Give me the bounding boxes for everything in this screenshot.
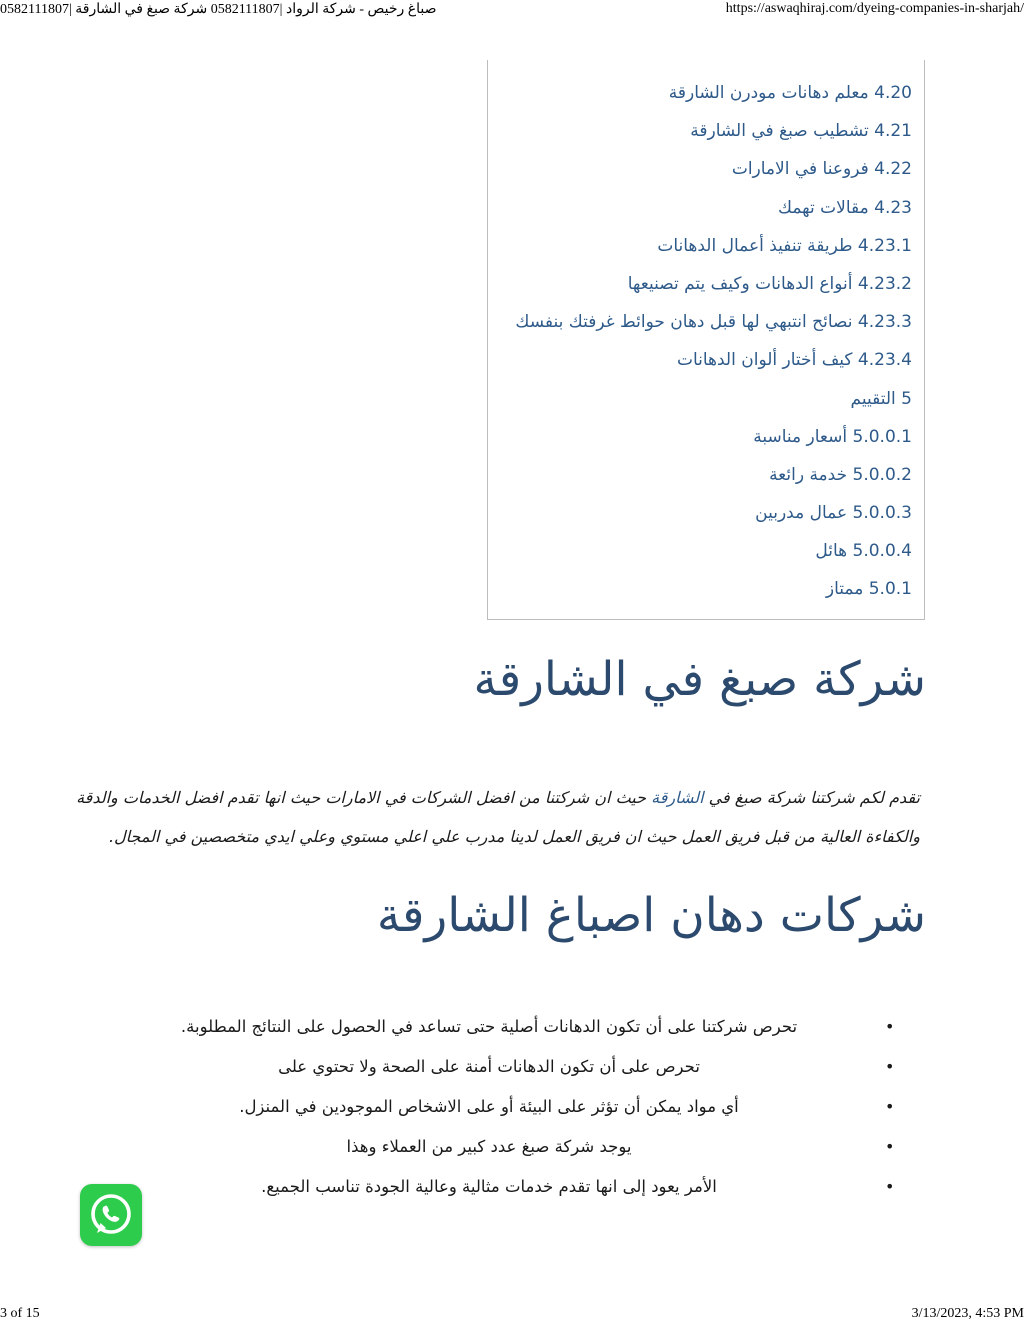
bullet-icon: •	[885, 1097, 895, 1116]
list-item	[0, 1052, 1024, 1092]
print-header-title: 0582111807| صباغ رخيص - شركة الرواد |0582111807 شركة صبغ في الشارقة	[0, 2, 437, 17]
list-item	[0, 1172, 1024, 1212]
bullet-icon: •	[885, 1137, 895, 1156]
toc-item[interactable]	[515, 118, 912, 156]
toc-item[interactable]	[515, 576, 912, 614]
whatsapp-button[interactable]	[80, 1184, 142, 1246]
section-heading: شركات دهان اصباغ الشارقة	[376, 888, 926, 943]
features-list	[0, 1012, 1024, 1212]
intro-line-1	[76, 778, 920, 817]
toc-link[interactable]: 4.22 فروعنا في الامارات	[731, 159, 912, 180]
page-heading: شركة صبغ في الشارقة	[473, 652, 926, 707]
list-item-text: الأمر يعود إلى انها تقدم خدمات مثالية وعالية الجودة تناسب الجميع.	[261, 1177, 717, 1196]
toc-link[interactable]: 4.23.4 كيف أختار ألوان الدهانات	[676, 350, 912, 371]
intro-text: حيث ان شركتنا من افضل الشركات في الامارات حيث انها تقدم افضل الخدمات والدقة	[76, 788, 647, 807]
toc-link[interactable]: 5.0.1 ممتاز	[825, 579, 912, 600]
list-item	[0, 1092, 1024, 1132]
bullet-icon: •	[885, 1017, 895, 1036]
toc-item[interactable]	[515, 538, 912, 576]
toc-link[interactable]: 4.23 مقالات تهمك	[778, 197, 912, 218]
toc-link[interactable]: 5.0.0.4 هائل	[815, 541, 912, 562]
intro-paragraph	[76, 778, 920, 856]
print-footer-datetime: 3/13/2023, 4:53 PM	[911, 1306, 1024, 1321]
toc-item[interactable]	[515, 309, 912, 347]
toc-link[interactable]: 5.0.0.2 خدمة رائعة	[769, 464, 912, 485]
toc-link[interactable]: 4.20 معلم دهانات مودرن الشارقة	[668, 83, 912, 103]
toc-item[interactable]	[515, 500, 912, 538]
bullet-icon: •	[885, 1057, 895, 1076]
toc-item[interactable]	[515, 271, 912, 309]
toc-item[interactable]	[515, 462, 912, 500]
toc-item[interactable]	[515, 233, 912, 271]
bullet-icon: •	[885, 1177, 895, 1196]
toc-link[interactable]: 4.21 تشطيب صبغ في الشارقة	[690, 121, 912, 142]
list-item-text: أي مواد يمكن أن تؤثر على البيئة أو على الاشخاص الموجودين في المنزل.	[239, 1097, 739, 1116]
toc-item[interactable]	[515, 386, 912, 424]
toc-link[interactable]: 5.0.0.3 عمال مدربين	[755, 503, 912, 524]
whatsapp-icon	[88, 1192, 134, 1238]
list-item-text: تحرص على أن تكون الدهانات أمنة على الصحة ولا تحتوي على	[278, 1057, 700, 1076]
toc-link[interactable]: 5.0.0.1 أسعار مناسبة	[753, 426, 912, 447]
intro-line-2: والكفاءة العالية من قبل فريق العمل حيث ان فريق العمل لدينا مدرب علي اعلي مستوي وعلي ايدي متخصصين في المجال.	[108, 827, 920, 846]
list-item	[0, 1012, 1024, 1052]
toc-link[interactable]: 5 التقييم	[850, 388, 912, 409]
toc-link[interactable]: 4.23.3 نصائح انتبهي لها قبل دهان حوائط غرفتك بنفسك	[515, 312, 912, 333]
toc-item[interactable]	[515, 347, 912, 385]
sharjah-link[interactable]: الشارقة	[651, 788, 704, 807]
toc-item[interactable]	[515, 424, 912, 462]
toc-link[interactable]: 4.23.2 أنواع الدهانات وكيف يتم تصنيعها	[627, 273, 912, 294]
toc-link[interactable]: 4.23.1 طريقة تنفيذ أعمال الدهانات	[657, 235, 912, 256]
toc-item[interactable]	[515, 195, 912, 233]
toc-item[interactable]	[515, 80, 912, 118]
toc-item[interactable]	[515, 156, 912, 194]
list-item-text: يوجد شركة صبغ عدد كبير من العملاء وهذا	[346, 1137, 632, 1156]
toc-list	[515, 80, 912, 615]
print-footer-page: 3 of 15	[0, 1306, 40, 1321]
list-item	[0, 1132, 1024, 1172]
intro-text: تقدم لكم شركتنا شركة صبغ في	[708, 788, 920, 807]
print-header-url: https://aswaqhiraj.com/dyeing-companies-in-sharjah/	[725, 1, 1024, 16]
table-of-contents	[487, 60, 925, 620]
list-item-text: تحرص شركتنا على أن تكون الدهانات أصلية حتى تساعد في الحصول على النتائج المطلوبة.	[180, 1017, 798, 1036]
